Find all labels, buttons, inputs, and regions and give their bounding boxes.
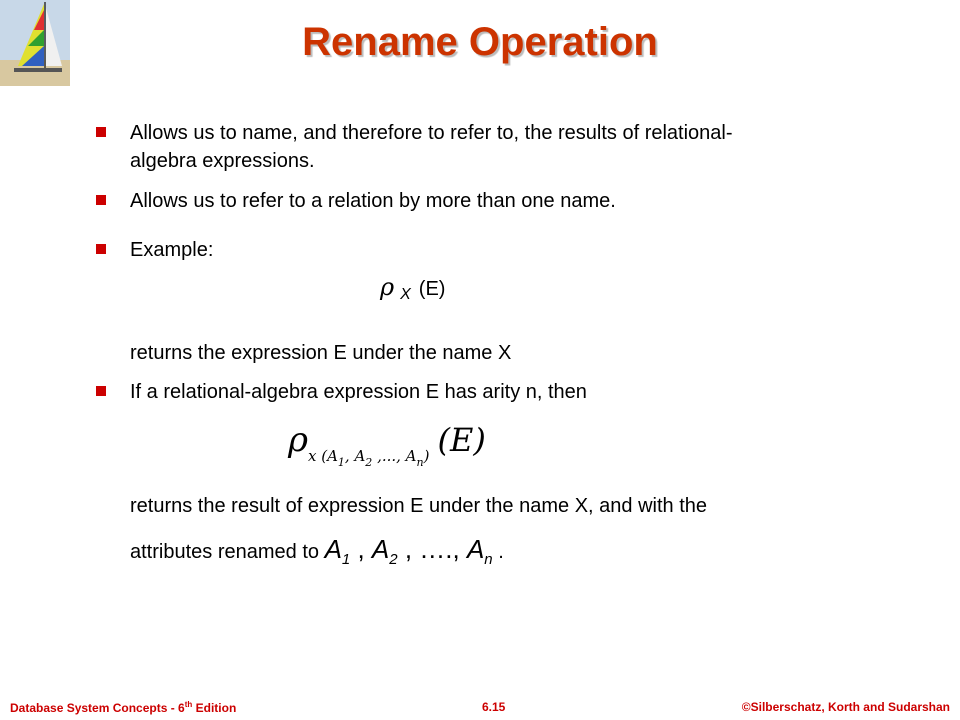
attribute-a: A [324,534,342,564]
subscript-n: n [416,456,424,469]
bullet-marker [96,244,106,254]
subscript-suffix: ) [423,447,430,465]
bullet-1-line-2: algebra expressions. [130,150,315,172]
attribute-sub-n: n [484,551,493,568]
bullet-4-text: If a relational-algebra expression E has arity n, then [130,381,587,403]
subscript-sep-1: , A [344,447,366,465]
attribute-a: A [466,534,485,564]
footer-book-title [10,700,236,715]
general-result-line-1: returns the result of expression E under the name X, and with the [130,495,707,517]
bullet-1-line-1: Allows us to name, and therefore to refer to, the results of relational- [130,122,733,144]
footer-book-title-prefix: Database System Concepts - 6 [10,701,185,715]
attribute-separator: , [350,534,372,564]
general-result-line-2 [130,534,504,569]
subscript-sep-2: ,..., A [372,447,417,465]
rename-subscript [308,447,430,469]
subscript-1: 1 [337,456,345,469]
subscript-2: 2 [365,456,373,469]
bullet-marker [96,127,106,137]
footer-edition-sup: th [184,700,193,709]
rename-argument: (E) [437,421,486,459]
footer-copyright: ©Silberschatz, Korth and Sudarshan [741,700,950,714]
rename-argument: (E) [418,278,446,300]
slide-title: Rename Operation [302,20,658,64]
example-rename-expression [380,273,445,301]
renamed-attributes-prefix: attributes renamed to [130,541,319,563]
bullet-marker [96,386,106,396]
footer-page-number: 6.15 [482,700,506,714]
rho-symbol: ρ [380,273,395,301]
bullet-marker [96,195,106,205]
rho-symbol: ρ [288,420,308,460]
attribute-sub-2: 2 [389,551,398,568]
attribute-sub-1: 1 [341,551,351,568]
footer-book-title-suffix: Edition [192,701,237,715]
subscript-prefix: x (A [308,447,338,465]
bullet-3-text: Example: [130,239,214,261]
rename-target-name: X [400,286,411,303]
attribute-separator: , …., [397,534,467,564]
bullet-2-text: Allows us to refer to a relation by more than one name. [130,190,616,212]
general-rename-expression [288,420,486,469]
attribute-a: A [371,534,390,564]
attribute-end: . [492,541,504,563]
example-result-text: returns the expression E under the name X [130,342,512,364]
